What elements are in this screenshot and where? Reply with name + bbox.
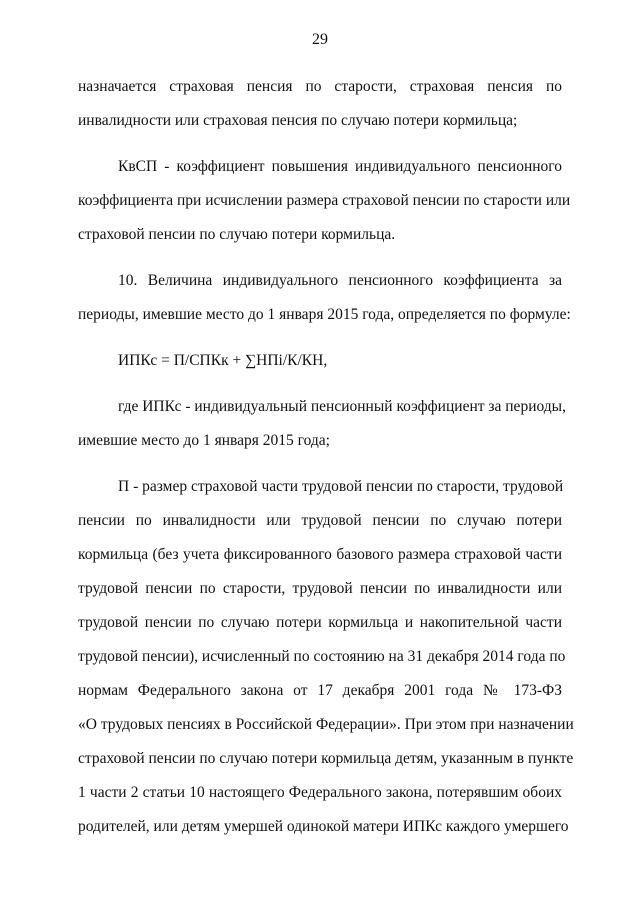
text-line: инвалидности или страховая пенсия по случаю потери кормильца;: [78, 112, 518, 129]
text-line: имевшие место до 1 января 2015 года;: [78, 432, 330, 449]
text-line: «О трудовых пенсиях в Российской Федерации». При этом при назначении: [78, 716, 574, 733]
text-line: страховой пенсии по случаю потери кормильца.: [78, 226, 396, 243]
paragraph: [78, 390, 566, 458]
text-line: где ИПКс - индивидуальный пенсионный коэффициент за периоды,: [118, 398, 566, 415]
text-line: страховой пенсии по случаю потери кормильца детям, указанным в пункте: [78, 750, 574, 767]
text-line: пенсии по инвалидности или трудовой пенсии по случаю потери: [78, 512, 562, 529]
text-line: КвСП - коэффициент повышения индивидуального пенсионного: [118, 158, 562, 175]
text-line: трудовой пенсии), исчисленный по состоянию на 31 декабря 2014 года по: [78, 648, 566, 665]
paragraph: [78, 470, 574, 844]
text-line: 10. Величина индивидуального пенсионного коэффициента за: [118, 272, 562, 289]
paragraph: [78, 70, 562, 138]
paragraph: [78, 344, 562, 378]
text-line: трудовой пенсии по старости, трудовой пенсии по инвалидности или: [78, 580, 562, 597]
text-line: П - размер страховой части трудовой пенсии по старости, трудовой: [118, 478, 564, 495]
text-line: периоды, имевшие место до 1 января 2015 года, определяется по формуле:: [78, 306, 571, 323]
text-line: 1 части 2 статьи 10 настоящего Федерального закона, потерявшим обоих: [78, 784, 562, 801]
text-line: родителей, или детям умершей одинокой матери ИПКс каждого умершего: [78, 818, 569, 835]
page-number: 29: [312, 31, 328, 48]
paragraph: [78, 150, 571, 252]
paragraph: [78, 264, 571, 332]
text-line: трудовой пенсии по случаю потери кормильца и накопительной части: [78, 614, 562, 631]
text-line: нормам Федерального закона от 17 декабря 2001 года № 173-ФЗ: [78, 682, 562, 699]
text-line: назначается страховая пенсия по старости, страховая пенсия по: [78, 78, 562, 95]
document-body: [78, 70, 574, 844]
text-line: коэффициента при исчислении размера страховой пенсии по старости или: [78, 192, 571, 209]
text-line: ИПКс = П/СПКк + ∑НПi/К/КН,: [118, 352, 328, 369]
text-line: кормильца (без учета фиксированного базового размера страховой части: [78, 546, 562, 563]
